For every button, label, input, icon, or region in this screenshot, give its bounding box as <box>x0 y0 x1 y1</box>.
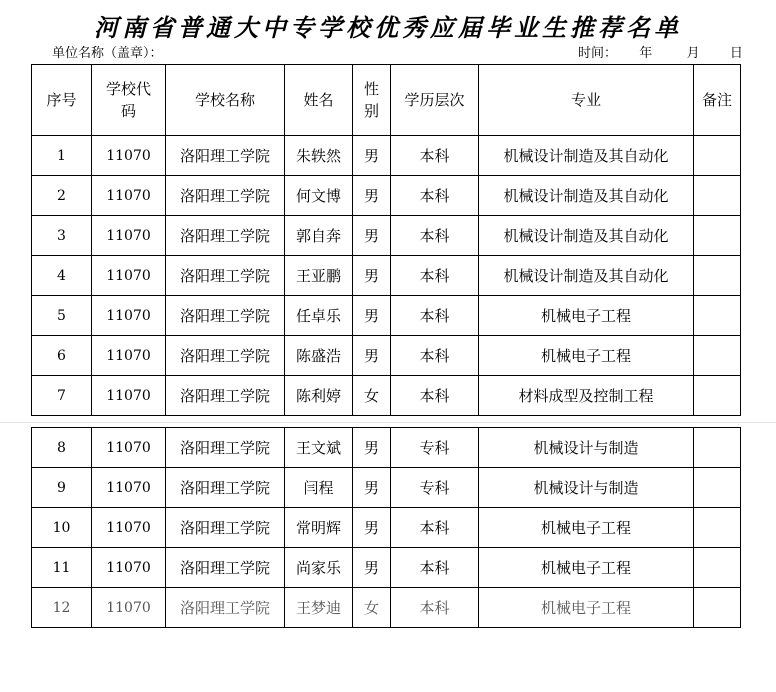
cell-level: 本科 <box>391 336 479 376</box>
cell-gender: 女 <box>353 588 391 628</box>
cell-gender: 男 <box>353 296 391 336</box>
cell-major: 机械设计与制造 <box>479 468 694 508</box>
cell-gender: 男 <box>353 548 391 588</box>
cell-note <box>694 588 741 628</box>
cell-code: 11070 <box>92 136 166 176</box>
cell-name: 尚家乐 <box>285 548 353 588</box>
table-row <box>32 256 741 296</box>
table-row <box>32 296 741 336</box>
recommendation-table-part1 <box>31 64 741 416</box>
cell-level: 专科 <box>391 428 479 468</box>
cell-school: 洛阳理工学院 <box>166 216 285 256</box>
cell-code: 11070 <box>92 508 166 548</box>
cell-note <box>694 296 741 336</box>
cell-no: 5 <box>32 296 92 336</box>
cell-note <box>694 336 741 376</box>
cell-gender: 男 <box>353 468 391 508</box>
table-row <box>32 508 741 548</box>
header-note: 备注 <box>694 65 741 136</box>
time-month: 月 <box>686 46 700 61</box>
table-row <box>32 336 741 376</box>
cell-no: 2 <box>32 176 92 216</box>
cell-code: 11070 <box>92 588 166 628</box>
cell-note <box>694 468 741 508</box>
cell-level: 本科 <box>391 548 479 588</box>
cell-name: 常明辉 <box>285 508 353 548</box>
table-row <box>32 176 741 216</box>
cell-code: 11070 <box>92 548 166 588</box>
cell-gender: 男 <box>353 176 391 216</box>
cell-code: 11070 <box>92 376 166 416</box>
table-row <box>32 428 741 468</box>
cell-school: 洛阳理工学院 <box>166 468 285 508</box>
cell-no: 6 <box>32 336 92 376</box>
header-major: 专业 <box>479 65 694 136</box>
cell-level: 专科 <box>391 468 479 508</box>
cell-no: 4 <box>32 256 92 296</box>
cell-major: 机械电子工程 <box>479 508 694 548</box>
table-row <box>32 136 741 176</box>
page-title: 河南省普通大中专学校优秀应届毕业生推荐名单 <box>94 13 682 42</box>
cell-school: 洛阳理工学院 <box>166 508 285 548</box>
cell-no: 11 <box>32 548 92 588</box>
cell-school: 洛阳理工学院 <box>166 256 285 296</box>
cell-no: 12 <box>32 588 92 628</box>
cell-gender: 男 <box>353 508 391 548</box>
table-row <box>32 588 741 628</box>
cell-code: 11070 <box>92 336 166 376</box>
cell-no: 3 <box>32 216 92 256</box>
cell-major: 机械设计制造及其自动化 <box>479 216 694 256</box>
cell-gender: 男 <box>353 136 391 176</box>
table-row <box>32 216 741 256</box>
cell-name: 何文博 <box>285 176 353 216</box>
cell-level: 本科 <box>391 376 479 416</box>
cell-gender: 女 <box>353 376 391 416</box>
time-label <box>578 42 743 61</box>
cell-level: 本科 <box>391 256 479 296</box>
cell-major: 机械设计制造及其自动化 <box>479 136 694 176</box>
cell-code: 11070 <box>92 428 166 468</box>
cell-name: 王文斌 <box>285 428 353 468</box>
cell-no: 9 <box>32 468 92 508</box>
cell-level: 本科 <box>391 136 479 176</box>
cell-major: 机械电子工程 <box>479 588 694 628</box>
cell-major: 机械电子工程 <box>479 296 694 336</box>
table-header-row <box>32 65 741 136</box>
cell-name: 任卓乐 <box>285 296 353 336</box>
cell-level: 本科 <box>391 296 479 336</box>
cell-name: 陈利婷 <box>285 376 353 416</box>
cell-note <box>694 428 741 468</box>
time-year: 年 <box>639 46 653 61</box>
cell-level: 本科 <box>391 588 479 628</box>
cell-major: 机械电子工程 <box>479 548 694 588</box>
table-row <box>32 376 741 416</box>
cell-major: 机械电子工程 <box>479 336 694 376</box>
cell-school: 洛阳理工学院 <box>166 176 285 216</box>
cell-code: 11070 <box>92 468 166 508</box>
cell-no: 8 <box>32 428 92 468</box>
cell-name: 王梦迪 <box>285 588 353 628</box>
cell-school: 洛阳理工学院 <box>166 588 285 628</box>
cell-note <box>694 256 741 296</box>
cell-major: 机械设计制造及其自动化 <box>479 176 694 216</box>
cell-gender: 男 <box>353 428 391 468</box>
cell-level: 本科 <box>391 508 479 548</box>
header-no: 序号 <box>32 65 92 136</box>
cell-note <box>694 216 741 256</box>
cell-gender: 男 <box>353 336 391 376</box>
cell-school: 洛阳理工学院 <box>166 428 285 468</box>
page-break-line <box>0 422 776 423</box>
recommendation-table-part2 <box>31 427 741 628</box>
cell-note <box>694 176 741 216</box>
cell-code: 11070 <box>92 176 166 216</box>
cell-name: 陈盛浩 <box>285 336 353 376</box>
time-label-text: 时间： <box>578 46 618 61</box>
cell-note <box>694 136 741 176</box>
cell-major: 材料成型及控制工程 <box>479 376 694 416</box>
cell-name: 闫程 <box>285 468 353 508</box>
cell-level: 本科 <box>391 216 479 256</box>
cell-no: 7 <box>32 376 92 416</box>
cell-gender: 男 <box>353 216 391 256</box>
cell-school: 洛阳理工学院 <box>166 136 285 176</box>
cell-code: 11070 <box>92 216 166 256</box>
cell-school: 洛阳理工学院 <box>166 376 285 416</box>
cell-level: 本科 <box>391 176 479 216</box>
cell-note <box>694 376 741 416</box>
cell-code: 11070 <box>92 296 166 336</box>
header-level: 学历层次 <box>391 65 479 136</box>
unit-label: 单位名称（盖章）： <box>52 46 163 61</box>
cell-school: 洛阳理工学院 <box>166 296 285 336</box>
cell-note <box>694 548 741 588</box>
cell-name: 王亚鹏 <box>285 256 353 296</box>
time-day: 日 <box>729 46 743 61</box>
cell-note <box>694 508 741 548</box>
cell-code: 11070 <box>92 256 166 296</box>
cell-school: 洛阳理工学院 <box>166 336 285 376</box>
cell-major: 机械设计制造及其自动化 <box>479 256 694 296</box>
cell-gender: 男 <box>353 256 391 296</box>
header-gender: 性别 <box>353 65 391 136</box>
header-code: 学校代码 <box>92 65 166 136</box>
table-row <box>32 548 741 588</box>
header-school: 学校名称 <box>166 65 285 136</box>
cell-school: 洛阳理工学院 <box>166 548 285 588</box>
header-name: 姓名 <box>285 65 353 136</box>
cell-no: 10 <box>32 508 92 548</box>
table-row <box>32 468 741 508</box>
cell-name: 朱轶然 <box>285 136 353 176</box>
cell-name: 郭自奔 <box>285 216 353 256</box>
cell-no: 1 <box>32 136 92 176</box>
cell-major: 机械设计与制造 <box>479 428 694 468</box>
